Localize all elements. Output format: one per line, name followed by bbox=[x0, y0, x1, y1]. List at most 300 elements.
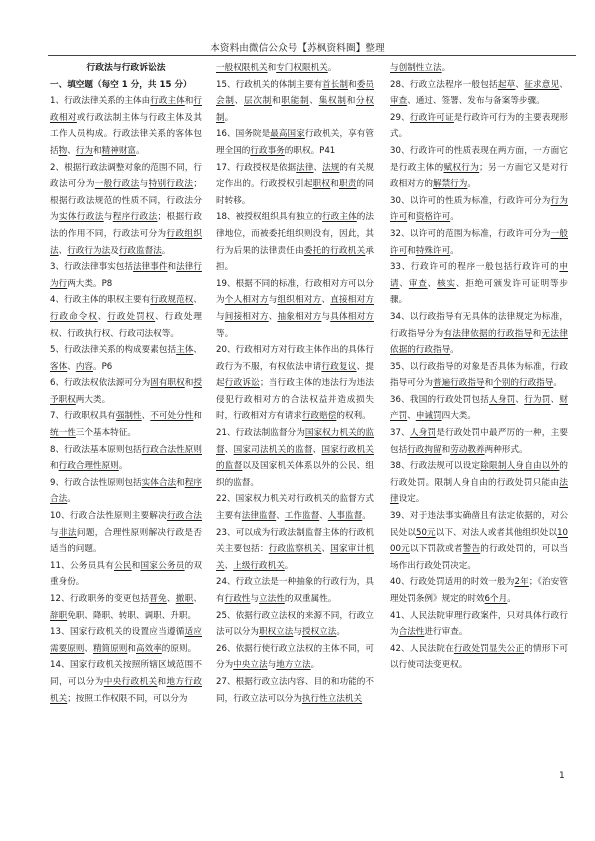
question-text: ；当行政主体的违法行为违法侵犯行政相对方的合法权益并造成损失时，行政相对方有请求 bbox=[216, 378, 374, 422]
answer-blank: 1000元 bbox=[390, 527, 568, 555]
answer-blank: 审查 bbox=[390, 96, 408, 107]
question-text: 30、以许可的性质为标准，行政许可分为 bbox=[390, 195, 551, 206]
question-text: 22、国家权力机关对行政机关的监督方式主要有 bbox=[216, 494, 374, 522]
question-item bbox=[390, 226, 568, 259]
question-text: 、 bbox=[67, 361, 76, 372]
question-text: 、 bbox=[84, 643, 93, 654]
question-text: 29、 bbox=[390, 112, 410, 123]
question-text: 与 bbox=[268, 295, 278, 306]
question-text: 两种形式。 bbox=[484, 444, 528, 455]
question-text: 、提起 bbox=[216, 361, 374, 389]
answer-blank: 行政主体 bbox=[150, 96, 185, 107]
answer-blank: 申诫罚 bbox=[415, 411, 442, 422]
question-text: 4、行政主体的职权主要有 bbox=[50, 295, 151, 306]
question-text: 和 bbox=[184, 96, 194, 107]
answer-blank: 行政赔偿 bbox=[301, 411, 337, 422]
question-text: 行政机关，享有管理全国的 bbox=[216, 129, 374, 156]
answer-blank: 申请 bbox=[390, 262, 568, 289]
answer-blank: 起草 bbox=[497, 79, 516, 90]
question-text: 、 bbox=[321, 544, 331, 555]
answer-blank: 职权立法 bbox=[258, 627, 294, 638]
question-item bbox=[50, 558, 202, 591]
question-text: 承担。 bbox=[216, 245, 374, 273]
answer-blank: 行政许可证 bbox=[409, 112, 454, 123]
answer-blank: 中央立法 bbox=[233, 660, 268, 671]
question-text: 设定。 bbox=[398, 494, 425, 505]
question-text: 25、依据行政立法权的来源不同，行政立法可以分为 bbox=[216, 610, 374, 638]
answer-blank: 行政主体 bbox=[322, 212, 357, 223]
answer-blank: 撤职 bbox=[175, 594, 194, 604]
question-text: 的问题。 bbox=[67, 544, 102, 555]
question-text: 7、行政职权具有 bbox=[50, 411, 116, 422]
question-item bbox=[50, 591, 202, 624]
question-text: 的行政处罚的，可以当场作出行政处罚决定。 bbox=[390, 544, 568, 571]
question-text: 、 bbox=[559, 79, 568, 90]
question-text: 10、行政合法性原则主要解决 bbox=[50, 511, 167, 522]
answer-blank: 人身罚 bbox=[489, 394, 516, 405]
question-text: 和 bbox=[93, 145, 102, 156]
question-text: 和 bbox=[272, 96, 282, 107]
question-text: 。 bbox=[362, 511, 371, 522]
answer-blank: 强制性 bbox=[115, 411, 142, 422]
question-text: 30、行政许可的性质表现在两方面，一方面它是行政主体的 bbox=[390, 145, 568, 173]
question-text: 和 bbox=[407, 212, 416, 223]
answer-blank: 最高国家 bbox=[270, 129, 305, 140]
question-text: 和 bbox=[346, 96, 357, 107]
question-item bbox=[50, 160, 202, 260]
question-text: 14、国家行政机关按照所辖区域范围不同，可以分为 bbox=[50, 660, 202, 687]
question-item bbox=[50, 93, 202, 159]
answer-blank: 适应需要原则 bbox=[50, 627, 202, 654]
answer-blank: 国家审计机关 bbox=[216, 544, 374, 571]
question-text: 的双重身份。 bbox=[50, 560, 202, 588]
answer-blank: 直接相对方 bbox=[330, 295, 374, 306]
question-item bbox=[390, 110, 568, 143]
question-text: 和 bbox=[532, 328, 542, 339]
question-text: 和 bbox=[407, 245, 416, 256]
question-text: 两大类。 bbox=[75, 394, 111, 405]
question-item bbox=[216, 525, 374, 575]
question-item bbox=[50, 442, 202, 475]
question-text: 。 bbox=[118, 461, 128, 472]
question-text: 与 bbox=[321, 311, 331, 322]
answer-blank: 中央行政机关 bbox=[103, 676, 158, 687]
document-title: 行政法与行政诉讼法 bbox=[86, 63, 166, 73]
answer-blank: 晋免 bbox=[149, 594, 167, 604]
answer-blank: 执行性立法机关 bbox=[301, 693, 363, 704]
question-item bbox=[390, 608, 568, 641]
answer-blank: 50元 bbox=[416, 527, 436, 538]
question-list bbox=[390, 60, 568, 674]
question-text: 的职权。P41 bbox=[284, 145, 336, 156]
question-text: 与 bbox=[250, 594, 260, 604]
page-number: 1 bbox=[559, 771, 565, 781]
answer-blank: 6个月 bbox=[484, 594, 508, 604]
answer-blank: 行政相对 bbox=[50, 96, 202, 123]
question-text: 、 bbox=[193, 295, 202, 306]
question-text: 四大类。 bbox=[441, 411, 476, 422]
question-text: 11、公务员具有 bbox=[50, 560, 115, 571]
answer-blank: 客体 bbox=[50, 361, 68, 372]
answer-blank: 固有职权 bbox=[150, 378, 185, 389]
question-text: 和 bbox=[267, 63, 277, 73]
question-text: 的有关规定作出的。行政授权引起 bbox=[216, 162, 374, 190]
question-text: 是行政处罚中最严厉的一种，主要包括 bbox=[390, 428, 568, 455]
answer-blank: 地方行政机关 bbox=[50, 676, 202, 704]
question-text: 、 bbox=[276, 511, 285, 522]
answer-blank: 上级行政机关 bbox=[233, 560, 285, 571]
answer-blank: 职能制 bbox=[281, 96, 310, 107]
question-item bbox=[390, 143, 568, 193]
answer-blank: 合法性 bbox=[398, 627, 425, 638]
question-text: 、 bbox=[407, 411, 416, 422]
question-text: 的权利。 bbox=[336, 411, 371, 422]
question-text: 42、人民法院在 bbox=[390, 643, 454, 654]
question-text: 21、行政法制监督分为 bbox=[216, 428, 305, 439]
question-text: 和 bbox=[157, 676, 167, 687]
answer-blank: 行政复议 bbox=[321, 361, 357, 372]
answer-blank: 法律事件 bbox=[133, 262, 168, 273]
question-item bbox=[390, 309, 568, 359]
question-item bbox=[390, 425, 568, 458]
question-text: 免职、降职、转职、调职、升职。 bbox=[67, 610, 197, 621]
question-text: 。 bbox=[441, 63, 451, 73]
answer-blank: 赋权行为 bbox=[443, 162, 480, 173]
middle-column bbox=[216, 60, 374, 707]
question-text: 两大类。P8 bbox=[67, 278, 113, 289]
question-text: 6、行政法权依法源可分为 bbox=[50, 378, 151, 389]
question-text: 问题，合理性原则解决行政是否适当 bbox=[50, 527, 202, 555]
question-text: 、 bbox=[399, 278, 409, 289]
question-text: 。 bbox=[336, 627, 345, 638]
answer-blank: 行政命令权 bbox=[50, 311, 98, 322]
answer-blank: 国家司法机关的监督 bbox=[233, 444, 313, 455]
answer-blank: 抽象相对方 bbox=[277, 311, 322, 322]
right-column bbox=[390, 60, 568, 674]
question-text: 与 bbox=[50, 527, 59, 538]
question-item bbox=[50, 375, 202, 408]
question-item bbox=[390, 508, 568, 574]
question-text: 9、行政合法性原则包括 bbox=[50, 477, 142, 488]
question-text: 和 bbox=[184, 378, 194, 389]
question-text: 是行政许可行为的主要表现形式。 bbox=[390, 112, 568, 140]
answer-blank: 行政合理性原则 bbox=[58, 461, 119, 472]
question-text: 的原则。 bbox=[161, 643, 197, 654]
question-text: 和 bbox=[176, 477, 185, 488]
answer-blank: 行政诉讼 bbox=[224, 378, 260, 389]
question-text: 19、根据不同的标准，行政相对方可以分为 bbox=[216, 278, 374, 306]
answer-blank: 辞职 bbox=[50, 610, 68, 621]
question-text: 1、行政法律关系的主体由 bbox=[50, 96, 151, 107]
answer-blank: 不可处分性 bbox=[150, 411, 194, 422]
answer-blank: 精简原则 bbox=[93, 643, 128, 654]
question-text: 与 bbox=[103, 212, 113, 223]
question-text: 和 bbox=[348, 79, 357, 90]
answer-blank: 审查 bbox=[408, 278, 428, 289]
question-text: 33、行政许可的程序一般包括行政许可的 bbox=[390, 262, 560, 273]
question-text: 、 bbox=[193, 594, 202, 604]
question-text: 的双重属性。 bbox=[284, 594, 337, 604]
header-rule bbox=[48, 55, 576, 56]
answer-blank: 程序合法 bbox=[50, 477, 202, 505]
question-text: 和 bbox=[167, 262, 177, 273]
answer-blank: 与 bbox=[390, 63, 399, 73]
question-item bbox=[390, 392, 568, 425]
question-text: ；《治安管理处罚条例》规定的时效 bbox=[390, 577, 569, 604]
question-text: 28、行政立法程序一般包括 bbox=[390, 79, 498, 90]
answer-blank: 行政处罚权 bbox=[107, 311, 156, 322]
answer-blank: 行为罚 bbox=[524, 394, 551, 405]
section-heading: 一、填空题（每空 1 分，共 15 分） bbox=[50, 79, 192, 90]
question-text: 35、以行政指导的对象是否具体为标准，行政指导可分为 bbox=[390, 361, 568, 389]
question-text: 17、行政授权是依据 bbox=[216, 162, 297, 173]
question-text: 41、人民法院审理行政案件，只对具体行政行为 bbox=[390, 610, 568, 638]
question-text: 32、以许可的范围为标准，行政许可分为 bbox=[390, 228, 551, 239]
question-text: 34、以行政指导有无具体的法律规定为标准，行政指导分为 bbox=[390, 311, 568, 339]
answer-blank: 专门权限机关 bbox=[276, 63, 328, 73]
answer-blank: 公民 bbox=[114, 560, 132, 571]
question-text: 、 bbox=[309, 96, 319, 107]
answer-blank: 行政合法性原则 bbox=[141, 444, 202, 455]
question-item bbox=[216, 342, 374, 425]
question-text: 与 bbox=[216, 311, 225, 322]
answer-blank: 财产罚 bbox=[390, 394, 568, 422]
question-text: 。 bbox=[507, 594, 516, 604]
answer-blank: 行政处罚显失公正 bbox=[453, 643, 525, 654]
question-item bbox=[216, 425, 374, 491]
question-item bbox=[216, 574, 374, 607]
answer-blank: 行政指导 bbox=[450, 378, 485, 389]
question-text: 3、行政法律事实包括 bbox=[50, 262, 134, 273]
question-text: 18、被授权组织具有独立的 bbox=[216, 212, 323, 223]
question-text: 16、国务院是 bbox=[216, 129, 271, 140]
answer-blank: 行政事务 bbox=[250, 145, 285, 156]
question-text: 26、依据行使行政立法权的主体不同，可分为 bbox=[216, 643, 374, 671]
answer-blank: 分权制 bbox=[216, 96, 374, 123]
answer-blank: 行政合法 bbox=[166, 511, 202, 522]
answer-blank: 特别行政法 bbox=[148, 179, 194, 190]
answer-blank: 国家行政机关的监督 bbox=[216, 444, 374, 472]
answer-blank: 行为 bbox=[75, 145, 94, 156]
answer-blank: 授予职权 bbox=[50, 378, 202, 405]
question-item bbox=[216, 276, 374, 342]
answer-blank: 法律 bbox=[390, 477, 568, 505]
answer-blank: 非法 bbox=[58, 527, 77, 538]
question-text: 和 bbox=[330, 179, 339, 190]
question-text: 以下罚款或者 bbox=[409, 544, 463, 555]
question-text: 、 bbox=[224, 444, 234, 455]
question-text: 、 bbox=[268, 311, 278, 322]
question-text: 。 bbox=[327, 63, 337, 73]
question-text: 。 bbox=[553, 378, 562, 389]
question-text: 和 bbox=[193, 411, 202, 422]
question-item bbox=[216, 77, 374, 127]
question-text: 12、行政职务的变更包括 bbox=[50, 594, 150, 604]
answer-blank: 行政监督法 bbox=[118, 245, 162, 256]
question-item bbox=[390, 77, 568, 110]
question-item bbox=[216, 491, 374, 524]
question-text: 和 bbox=[484, 378, 494, 389]
answer-blank: 程序行政法 bbox=[112, 212, 158, 223]
question-text: 8、行政法基本原则包括 bbox=[50, 444, 142, 455]
answer-blank: 除限制人身自由以外 bbox=[480, 461, 560, 472]
answer-blank: 警告 bbox=[462, 544, 481, 555]
answer-blank: 实体行政法 bbox=[58, 212, 104, 223]
question-text: 、 bbox=[312, 444, 322, 455]
question-text: 、 bbox=[550, 394, 560, 405]
question-text: 。 bbox=[310, 660, 320, 671]
answer-blank: 职权 bbox=[312, 179, 331, 190]
answer-blank: 物 bbox=[58, 145, 68, 156]
answer-blank: 间接相对方 bbox=[224, 311, 269, 322]
question-text: 的法律地位，而被委托组织则没有，因此，其行为后果的法律责任由 bbox=[216, 212, 374, 256]
question-item bbox=[216, 209, 374, 275]
question-text: 36、我国的行政处罚包括 bbox=[390, 394, 490, 405]
question-text: ；另一方面它又是对行政相对方的 bbox=[390, 162, 568, 190]
question-text: 、 bbox=[67, 145, 76, 156]
question-text: 。 bbox=[450, 245, 459, 256]
question-list bbox=[216, 60, 374, 707]
question-text: 、 bbox=[193, 345, 202, 356]
answer-blank: 行政监察机关 bbox=[268, 544, 322, 555]
question-item bbox=[390, 359, 568, 392]
question-text: 、 bbox=[321, 295, 331, 306]
question-text: 。 bbox=[136, 145, 145, 156]
answer-blank: 内容 bbox=[75, 361, 94, 372]
answer-blank: 人身罚 bbox=[409, 428, 437, 439]
question-item bbox=[390, 259, 568, 309]
question-text: 、 bbox=[97, 311, 108, 322]
question-text: 和 bbox=[441, 444, 451, 455]
question-text: 、 bbox=[224, 560, 234, 571]
answer-blank: 个别的行政指导 bbox=[493, 378, 554, 389]
question-item bbox=[390, 574, 568, 607]
answer-blank: 个人相对方 bbox=[224, 295, 269, 306]
answer-blank: 法律监督 bbox=[241, 511, 277, 522]
question-item bbox=[390, 60, 568, 77]
question-text: 与 bbox=[267, 660, 277, 671]
question-text: 15、行政机关的体制主要有 bbox=[216, 79, 323, 90]
question-item bbox=[216, 126, 374, 159]
question-item bbox=[50, 475, 202, 508]
question-text: 、 bbox=[319, 511, 328, 522]
question-item bbox=[216, 608, 374, 641]
question-text: 以下、对法人或者其他组织处以 bbox=[435, 527, 558, 538]
question-item bbox=[50, 408, 202, 441]
answer-blank: 行政拘留 bbox=[407, 444, 442, 455]
answer-blank: 核实 bbox=[437, 278, 456, 289]
question-text: ；根据行政法的作用不同，行政法可分为 bbox=[50, 212, 202, 239]
answer-blank: 有法律依据的行政指导 bbox=[443, 328, 533, 339]
answer-blank: 国家公务员 bbox=[140, 560, 185, 571]
question-item bbox=[50, 342, 202, 375]
question-text: 的情形下可以行使司法变更权。 bbox=[390, 643, 568, 671]
question-text: 三个基本特征。 bbox=[75, 428, 136, 439]
question-text: 、 bbox=[313, 162, 323, 173]
question-text: 的同时转移。 bbox=[216, 179, 374, 206]
question-text: 。 bbox=[450, 345, 459, 356]
question-item bbox=[390, 458, 568, 508]
question-text: 和 bbox=[131, 560, 141, 571]
question-item bbox=[50, 508, 202, 558]
answer-blank: 实体合法 bbox=[141, 477, 177, 488]
answer-blank: 普遍 bbox=[432, 378, 451, 389]
question-item bbox=[216, 160, 374, 210]
question-text: 或行政法制主体与行政主体及其工作人员构成。行政法律关系的客体包括 bbox=[50, 112, 202, 156]
question-text: 24、行政立法是一种抽象的行政行为，具有 bbox=[216, 577, 374, 604]
answer-blank: 统一性 bbox=[50, 428, 76, 439]
answer-blank: 创制性立法 bbox=[398, 63, 442, 73]
answer-blank: 工作监督 bbox=[284, 511, 320, 522]
answer-blank: 行政行为法 bbox=[67, 245, 111, 256]
question-text: 37、 bbox=[390, 428, 410, 439]
question-text: 与 bbox=[293, 627, 302, 638]
question-text: 20、行政相对方对行政主体作出的具体行政行为不服，有权依法申请 bbox=[216, 345, 374, 372]
question-text: 、拒绝可颁发许可证明等步骤。 bbox=[390, 278, 568, 306]
question-text: 、 bbox=[166, 594, 176, 604]
answer-blank: 一般行政法 bbox=[94, 179, 140, 190]
answer-blank: 委托的行政机关 bbox=[303, 245, 366, 256]
answer-blank: 一般许可 bbox=[390, 228, 568, 256]
question-text: 39、对于违法事实确凿且有法定依据的，对公民处以 bbox=[390, 511, 568, 538]
question-text: 等。 bbox=[216, 328, 234, 339]
question-text: 、 bbox=[515, 394, 525, 405]
question-text: 、 bbox=[58, 245, 68, 256]
page-header: 本资料由微信公众号【苏枫资料圈】整理 bbox=[210, 43, 385, 54]
question-text: 。 bbox=[67, 494, 76, 505]
answer-blank: 行为许可 bbox=[390, 195, 568, 223]
answer-blank: 征求意见 bbox=[524, 79, 560, 90]
answer-blank: 行政性 bbox=[224, 594, 251, 604]
answer-blank: 层次制 bbox=[244, 96, 273, 107]
question-text: 、 bbox=[515, 79, 525, 90]
answer-blank: 一般权限机关 bbox=[216, 63, 268, 73]
question-text: 2、根据行政法调整对象的范围不同，行政法可分为 bbox=[50, 162, 202, 190]
question-item bbox=[390, 641, 568, 674]
answer-blank: 职责 bbox=[339, 179, 357, 190]
question-text: 、通过、签署、发布与备案等步骤。 bbox=[407, 96, 545, 107]
answer-blank: 解禁行为 bbox=[432, 179, 468, 190]
question-text: ；根据行政法规范的性质不同，行政法分为 bbox=[50, 179, 202, 223]
question-text: 、 bbox=[427, 278, 438, 289]
question-text: 13、国家行政机关的设置应当遵循 bbox=[50, 627, 185, 638]
answer-blank: 无法律依据的行政指导 bbox=[390, 328, 568, 356]
answer-blank: 人事监督 bbox=[327, 511, 363, 522]
question-item bbox=[50, 624, 202, 657]
answer-blank: 首长制 bbox=[322, 79, 349, 90]
question-text: 、行政处理权、行政执行权、行政司法权等。 bbox=[50, 311, 202, 339]
answer-blank: 行政规范权 bbox=[150, 295, 194, 306]
answer-blank: 法律 bbox=[296, 162, 314, 173]
question-text: 及 bbox=[110, 245, 119, 256]
question-text: 。 bbox=[224, 112, 234, 123]
question-item bbox=[216, 674, 374, 707]
question-text: 。 bbox=[467, 179, 476, 190]
answer-blank: 授权立法 bbox=[301, 627, 337, 638]
answer-blank: 地方立法 bbox=[276, 660, 311, 671]
question-text: 40、行政处罚适用的时效一般为 bbox=[390, 577, 515, 588]
answer-blank: 2年 bbox=[514, 577, 529, 588]
answer-blank: 资格许可 bbox=[415, 212, 451, 223]
question-text: 与 bbox=[139, 179, 149, 190]
answer-blank: 劳动教养 bbox=[450, 444, 485, 455]
question-text: 。 bbox=[450, 212, 459, 223]
answer-blank: 组织相对方 bbox=[277, 295, 322, 306]
answer-blank: 国家权力机关的监督 bbox=[216, 428, 374, 455]
question-text: 和 bbox=[50, 461, 59, 472]
question-item bbox=[50, 657, 202, 707]
question-text: 5、行政法律关系的构成要素包括 bbox=[50, 345, 177, 356]
